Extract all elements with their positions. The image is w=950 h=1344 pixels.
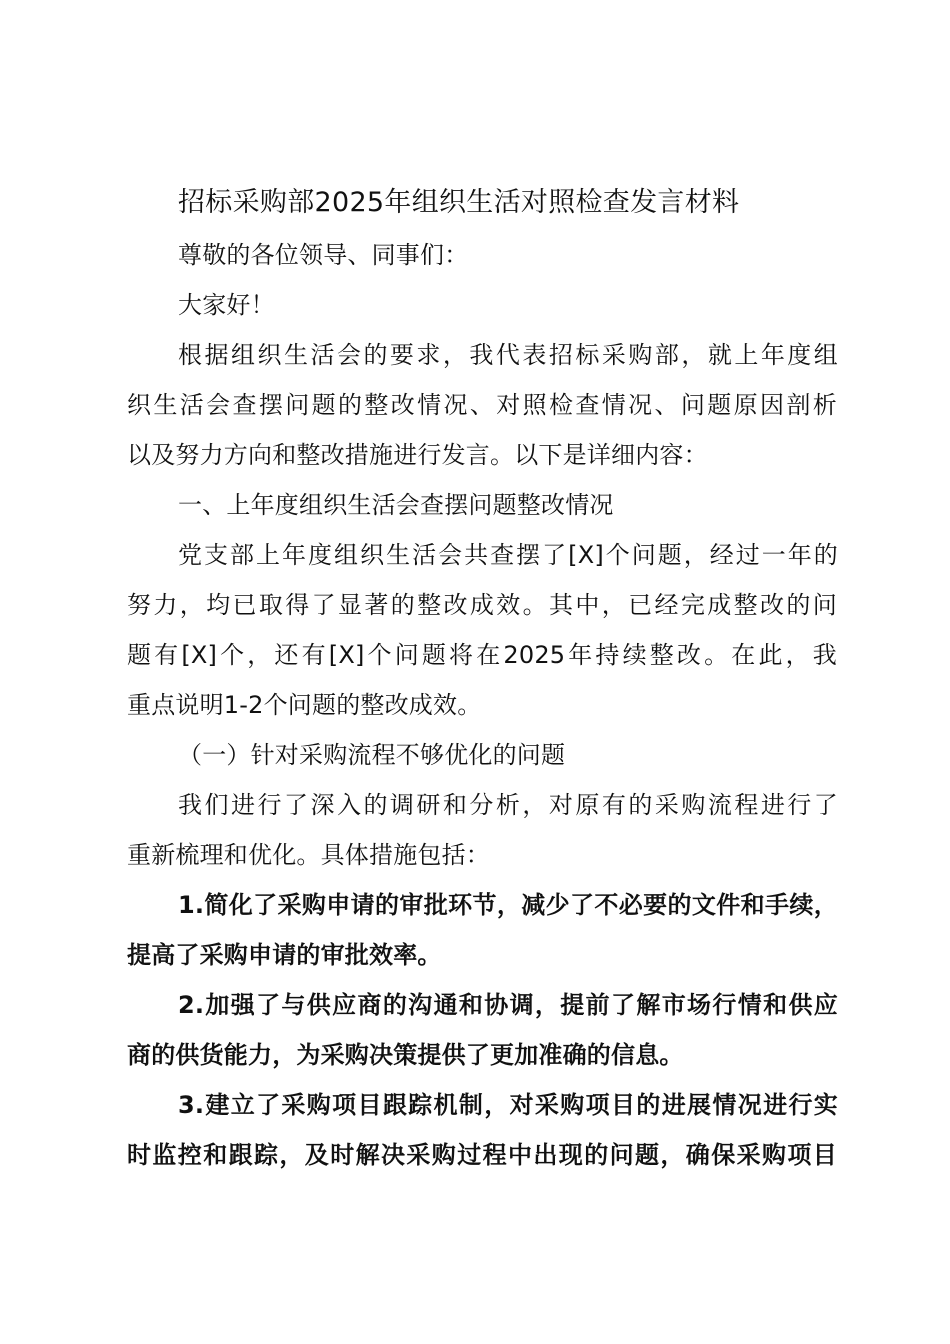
measure-1-line-2: 提高了采购申请的审批效率。 (127, 941, 442, 969)
subsection-1-heading: （一）针对采购流程不够优化的问题 (178, 741, 566, 769)
measure-2-line-1: 2.加强了与供应商的沟通和协调，提前了解市场行情和供应 (178, 991, 838, 1019)
section-1-body-line-2: 努力，均已取得了显著的整改成效。其中，已经完成整改的问 (127, 591, 837, 619)
hello-line: 大家好！ (178, 291, 275, 319)
intro-paragraph-line-2: 织生活会查摆问题的整改情况、对照检查情况、问题原因剖析 (127, 391, 837, 419)
subsection-1-body-line-2: 重新梳理和优化。具体措施包括： (127, 841, 490, 869)
measure-1-line-1: 1.简化了采购申请的审批环节，减少了不必要的文件和手续， (178, 891, 838, 919)
section-1-body-line-3: 题有[X]个，还有[X]个问题将在2025年持续整改。在此，我 (127, 641, 837, 669)
measure-3-line-2: 时监控和跟踪，及时解决采购过程中出现的问题，确保采购项目 (127, 1141, 837, 1169)
greeting-line: 尊敬的各位领导、同事们： (178, 241, 469, 269)
intro-paragraph-line-1: 根据组织生活会的要求，我代表招标采购部，就上年度组 (178, 341, 838, 369)
section-1-heading: 一、上年度组织生活会查摆问题整改情况 (178, 491, 614, 519)
measure-2-line-2: 商的供货能力，为采购决策提供了更加准确的信息。 (127, 1041, 684, 1069)
measure-3-line-1: 3.建立了采购项目跟踪机制，对采购项目的进展情况进行实 (178, 1091, 838, 1119)
intro-paragraph-line-3: 以及努力方向和整改措施进行发言。以下是详细内容： (127, 441, 708, 469)
section-1-body-line-1: 党支部上年度组织生活会共查摆了[X]个问题，经过一年的 (178, 541, 838, 569)
section-1-body-line-4: 重点说明1-2个问题的整改成效。 (127, 691, 482, 719)
subsection-1-body-line-1: 我们进行了深入的调研和分析，对原有的采购流程进行了 (178, 791, 838, 819)
document-title: 招标采购部2025年组织生活对照检查发言材料 (178, 187, 740, 218)
